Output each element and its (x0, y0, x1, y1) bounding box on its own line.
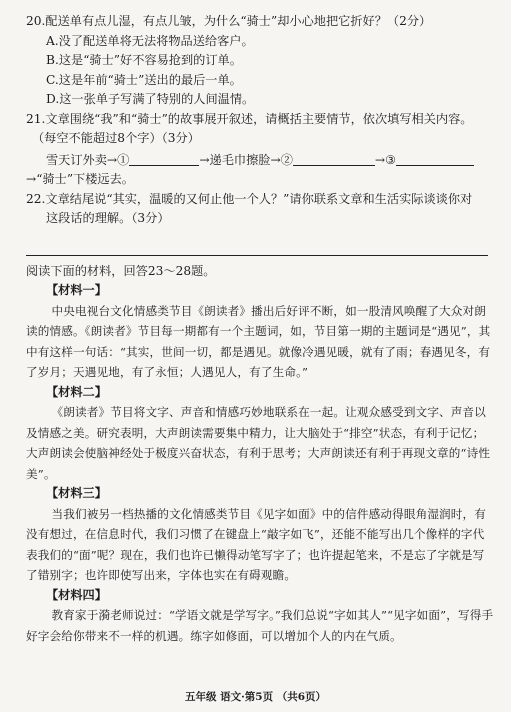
question-21-sequence-end: →“骑士”下楼远去。 (26, 172, 134, 186)
sequence-mid-2: →③ (374, 152, 397, 167)
question-20-option-b: B.这是“骑士”好不容易抢到的订单。 (46, 53, 242, 67)
material-3-heading: 【材料三】 (46, 486, 107, 500)
question-20-option-d: D.这一张单子写满了特别的人间温情。 (46, 92, 255, 106)
question-20-stem: 20.配送单有点儿湿，有点儿皱，为什么“骑士”却小心地把它折好？（2分） (26, 14, 432, 28)
material-2-heading: 【材料二】 (46, 384, 107, 399)
question-22-answer-line[interactable] (26, 237, 488, 256)
material-4-heading: 【材料四】 (46, 587, 107, 602)
page-footer: 五年级 语文·第5页 （共6页） (184, 691, 327, 703)
answer-blank-2[interactable] (293, 152, 375, 166)
answer-blank-1[interactable] (129, 152, 199, 166)
material-3-text: 当我们被另一档热播的文化情感类节目《见字如面》中的信件感动得眼角湿润时，有没有想过，在信息时代，我们习惯了在键盘上“敲字如飞”，还能不能写出几个像样的字代表我们的“面”呢？现在，我们也许已懒得动笔写字了；也许提起笔来，不是忘了字就是写了错别字；也许即使写出来，字体也实在有碍观瞻。 (26, 506, 487, 582)
reading-intro: 阅读下面的材料，回答23～28题。 (26, 263, 216, 278)
material-1-text: 中央电视台文化情感类节目《朗读者》播出后好评不断，如一股清风唤醒了大众对朗读的情感。《朗读者》节目每一期都有一个主题词，如，节目第一期的主题词是“遇见”，其中有这样一句话：“其实，世间一切，都是遇见。就像冷遇见暖，就有了雨；春遇见冬，有了岁月；天遇见地，有了永恒；人遇见人，有了生命。” (26, 303, 491, 379)
question-21-stem: 21.文章围绕“我”和“骑士”的故事展开叙述，请概括主要情节，依次填写相关内容。 (26, 111, 473, 126)
material-4-text: 教育家于漪老师说过：“学语文就是学写字。”我们总说“字如其人”“见字如面”，写得手好字会给你带来不一样的机遇。练字如修面，可以增加个人的内在气质。 (26, 608, 494, 643)
question-20-option-c: C.这是年前“骑士”送出的最后一单。 (46, 72, 242, 87)
sequence-start: 雪天订外卖→① (46, 152, 130, 167)
sequence-mid-1: →递毛巾擦脸→② (199, 152, 293, 167)
question-22-line-1: 22.文章结尾说“其实，温暖的又何止他一个人？”请你联系文章和生活实际谈谈你对 (26, 191, 473, 206)
question-21-note: （每空不能超过8个字）（3分） (32, 131, 200, 145)
question-21-sequence (26, 151, 493, 171)
answer-blank-3[interactable] (396, 152, 474, 166)
question-22-line-2: 这段话的理解。（3分） (46, 211, 170, 225)
material-1-heading: 【材料一】 (46, 283, 107, 297)
question-20-option-a: A.没了配送单将无法将物品送给客户。 (46, 33, 254, 48)
material-2-text: 《朗读者》节目将文字、声音和情感巧妙地联系在一起。让观众感受到文字、声音以及情感之美。研究表明，大声朗读需要集中精力，让大脑处于“排空”状态，有利于记忆；大声朗读会使脑神经处于极度兴奋状态，有利于思考；大声朗读还有利于再现文章的“诗性美”。 (26, 405, 491, 481)
